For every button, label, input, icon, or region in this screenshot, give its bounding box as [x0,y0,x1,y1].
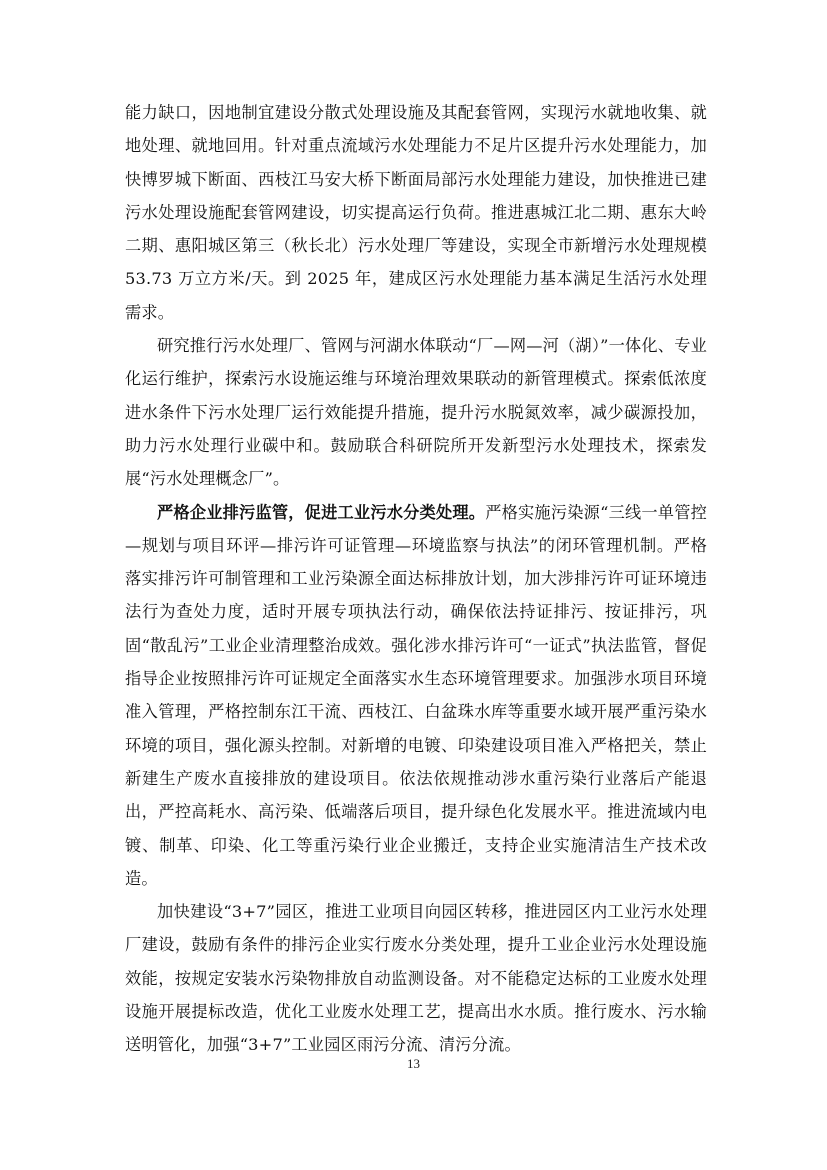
paragraph-enterprise-supervision [125,496,707,896]
paragraph-lead-heading: 严格企业排污监管，促进工业污水分类处理。 [157,502,486,522]
paragraph-continued [125,96,707,329]
paragraph-text: 研究推行污水处理厂、管网与河湖水体联动“厂—网—河（湖）”一体化、专业化运行维护，探索污水设施运维与环境治理效果联动的新管理模式。探索低浓度进水条件下污水处理厂运行效能提升措施，提升污水脱氮效率，减少碳源投加，助力污水处理行业碳中和。鼓励联合科研院所开发新型污水处理技术，探索发展“污水处理概念厂”。 [125,336,707,489]
paragraph-text: 严格实施污染源“三线一单管控—规划与项目环评—排污许可证管理—环境监察与执法”的闭环管理机制。严格落实排污许可制管理和工业污染源全面达标排放计划，加大涉排污许可证环境违法行为查处力度，适时开展专项执法行动，确保依法持证排污、按证排污，巩固“散乱污”工业企业清理整治成效。强化涉水排污许可“一证式”执法监管，督促指导企业按照排污许可证规定全面落实水生态环境管理要求。加强涉水项目环境准入管理，严格控制东江干流、西枝江、白盆珠水库等重要水域开展严重污染水环境的项目，强化源头控制。对新增的电镀、印染建设项目准入严格把关，禁止新建生产废水直接排放的建设项目。依法依规推动涉水重污染行业落后产能退出，严控高耗水、高污染、低端落后项目，提升绿色化发展水平。推进流域内电镀、制革、印染、化工等重污染行业企业搬迁，支持企业实施清洁生产技术改造。 [125,502,708,888]
paragraph-industrial-parks [125,895,707,1061]
paragraph-text: 能力缺口，因地制宜建设分散式处理设施及其配套管网，实现污水就地收集、就地处理、就地回用。针对重点流域污水处理能力不足片区提升污水处理能力，加快博罗城下断面、西枝江马安大桥下断面局部污水处理能力建设，加快推进已建污水处理设施配套管网建设，切实提高运行负荷。推进惠城江北二期、惠东大岭二期、惠阳城区第三（秋长北）污水处理厂等建设，实现全市新增污水处理规模 53.73 万立方米/天。到 2025 年，建成区污水处理能力基本满足生活污水处理需求。 [125,103,707,322]
body-text [125,96,707,1062]
page-number: 13 [407,1056,420,1071]
paragraph-text: 加快建设“3+7”园区，推进工业项目向园区转移，推进园区内工业污水处理厂建设，鼓励有条件的排污企业实行废水分类处理，提升工业企业污水处理设施效能，按规定安装水污染物排放自动监测设备。对不能稳定达标的工业废水处理设施开展提标改造，优化工业废水处理工艺，提高出水水质。推行废水、污水输送明管化，加强“3+7”工业园区雨污分流、清污分流。 [125,902,707,1055]
paragraph-sewage-operation [125,329,707,495]
